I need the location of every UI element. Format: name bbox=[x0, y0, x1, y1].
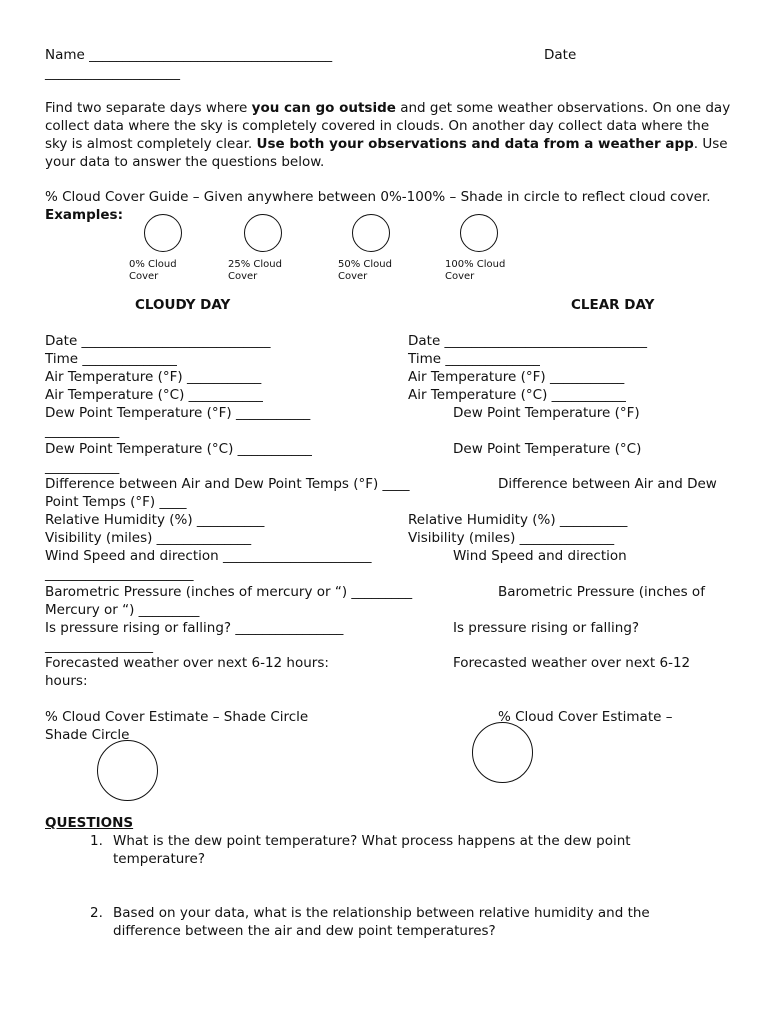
clear-date: Date ______________________________ bbox=[408, 333, 648, 349]
cloudy-air-temp-f: Air Temperature (°F) ___________ bbox=[45, 369, 262, 385]
date-label: Date bbox=[544, 47, 577, 63]
question-2-number: 2. bbox=[90, 905, 103, 921]
cloudy-dew-point-f: Dew Point Temperature (°F) ___________ bbox=[45, 405, 311, 421]
cloudy-day-heading: CLOUDY DAY bbox=[135, 297, 231, 313]
cloudy-dew-point-c-cont: ___________ bbox=[45, 459, 120, 475]
cloudy-difference-cont: Point Temps (°F) ____ bbox=[45, 494, 187, 510]
cloudy-pressure-cont: Mercury or “) _________ bbox=[45, 602, 200, 618]
cloudy-visibility: Visibility (miles) ______________ bbox=[45, 530, 252, 546]
cloudy-air-temp-c: Air Temperature (°C) ___________ bbox=[45, 387, 263, 403]
questions-title: QUESTIONS bbox=[45, 815, 134, 831]
clear-time: Time ______________ bbox=[408, 351, 540, 367]
cloudy-pressure-trend-cont: ________________ bbox=[45, 638, 153, 654]
clear-day-heading: CLEAR DAY bbox=[571, 297, 655, 313]
cloudy-date: Date ____________________________ bbox=[45, 333, 271, 349]
example-circle-100 bbox=[460, 214, 498, 252]
clear-pressure: Barometric Pressure (inches of bbox=[498, 584, 705, 600]
cloudy-dew-point-c: Dew Point Temperature (°C) ___________ bbox=[45, 441, 312, 457]
cloudy-time: Time ______________ bbox=[45, 351, 177, 367]
clear-dew-point-c: Dew Point Temperature (°C) bbox=[453, 441, 642, 457]
cloudy-wind-cont: ______________________ bbox=[45, 566, 194, 582]
cloudy-cloud-estimate: % Cloud Cover Estimate – Shade Circle bbox=[45, 709, 309, 725]
cloudy-relative-humidity: Relative Humidity (%) __________ bbox=[45, 512, 265, 528]
intro-paragraph: Find two separate days where you can go outside and get some weather observations. On one day collect data where the sky is completely covered in clouds. On another day collect data where the sky is almost completely clear. Use both your observations and data from a weather app. Use your data to answer the questions below. bbox=[45, 100, 731, 170]
example-circle-0 bbox=[144, 214, 182, 252]
example-circle-25 bbox=[244, 214, 282, 252]
clear-air-temp-c: Air Temperature (°C) ___________ bbox=[408, 387, 626, 403]
cloudy-wind: Wind Speed and direction ______________________ bbox=[45, 548, 372, 564]
cloudy-dew-point-f-cont: ___________ bbox=[45, 423, 120, 439]
cloudy-forecast-cont: hours: bbox=[45, 673, 88, 689]
cloudy-pressure-trend: Is pressure rising or falling? ________________ bbox=[45, 620, 344, 636]
clear-dew-point-f: Dew Point Temperature (°F) bbox=[453, 405, 640, 421]
example-label-25: 25% Cloud Cover bbox=[228, 259, 282, 282]
cloudy-estimate-circle[interactable] bbox=[97, 740, 158, 801]
clear-air-temp-f: Air Temperature (°F) ___________ bbox=[408, 369, 625, 385]
clear-forecast: Forecasted weather over next 6-12 bbox=[453, 655, 691, 671]
question-1-number: 1. bbox=[90, 833, 103, 849]
clear-pressure-trend: Is pressure rising or falling? bbox=[453, 620, 640, 636]
clear-visibility: Visibility (miles) ______________ bbox=[408, 530, 615, 546]
example-label-100: 100% Cloud Cover bbox=[445, 259, 506, 282]
cloud-cover-guide: % Cloud Cover Guide – Given anywhere between 0%-100% – Shade in circle to reflect cloud cover. Examples: bbox=[45, 189, 711, 223]
question-2-text: Based on your data, what is the relationship between relative humidity and the difference between the air and dew point temperatures? bbox=[113, 905, 650, 939]
cloudy-forecast: Forecasted weather over next 6-12 hours: bbox=[45, 655, 329, 671]
name-line: Name ____________________________________ bbox=[45, 47, 333, 63]
clear-wind: Wind Speed and direction bbox=[453, 548, 627, 564]
clear-difference: Difference between Air and Dew bbox=[498, 476, 717, 492]
clear-estimate-circle[interactable] bbox=[472, 722, 533, 783]
clear-relative-humidity: Relative Humidity (%) __________ bbox=[408, 512, 628, 528]
example-circle-50 bbox=[352, 214, 390, 252]
date-blank: ____________________ bbox=[45, 65, 180, 81]
example-label-0: 0% Cloud Cover bbox=[129, 259, 177, 282]
cloudy-difference: Difference between Air and Dew Point Temps (°F) ____ bbox=[45, 476, 410, 492]
example-label-50: 50% Cloud Cover bbox=[338, 259, 392, 282]
question-1-text: What is the dew point temperature? What process happens at the dew point temperature? bbox=[113, 833, 631, 867]
cloudy-cloud-estimate-cont: Shade Circle bbox=[45, 727, 130, 743]
cloudy-pressure: Barometric Pressure (inches of mercury or “) _________ bbox=[45, 584, 413, 600]
clear-cloud-estimate: % Cloud Cover Estimate – bbox=[498, 709, 673, 725]
